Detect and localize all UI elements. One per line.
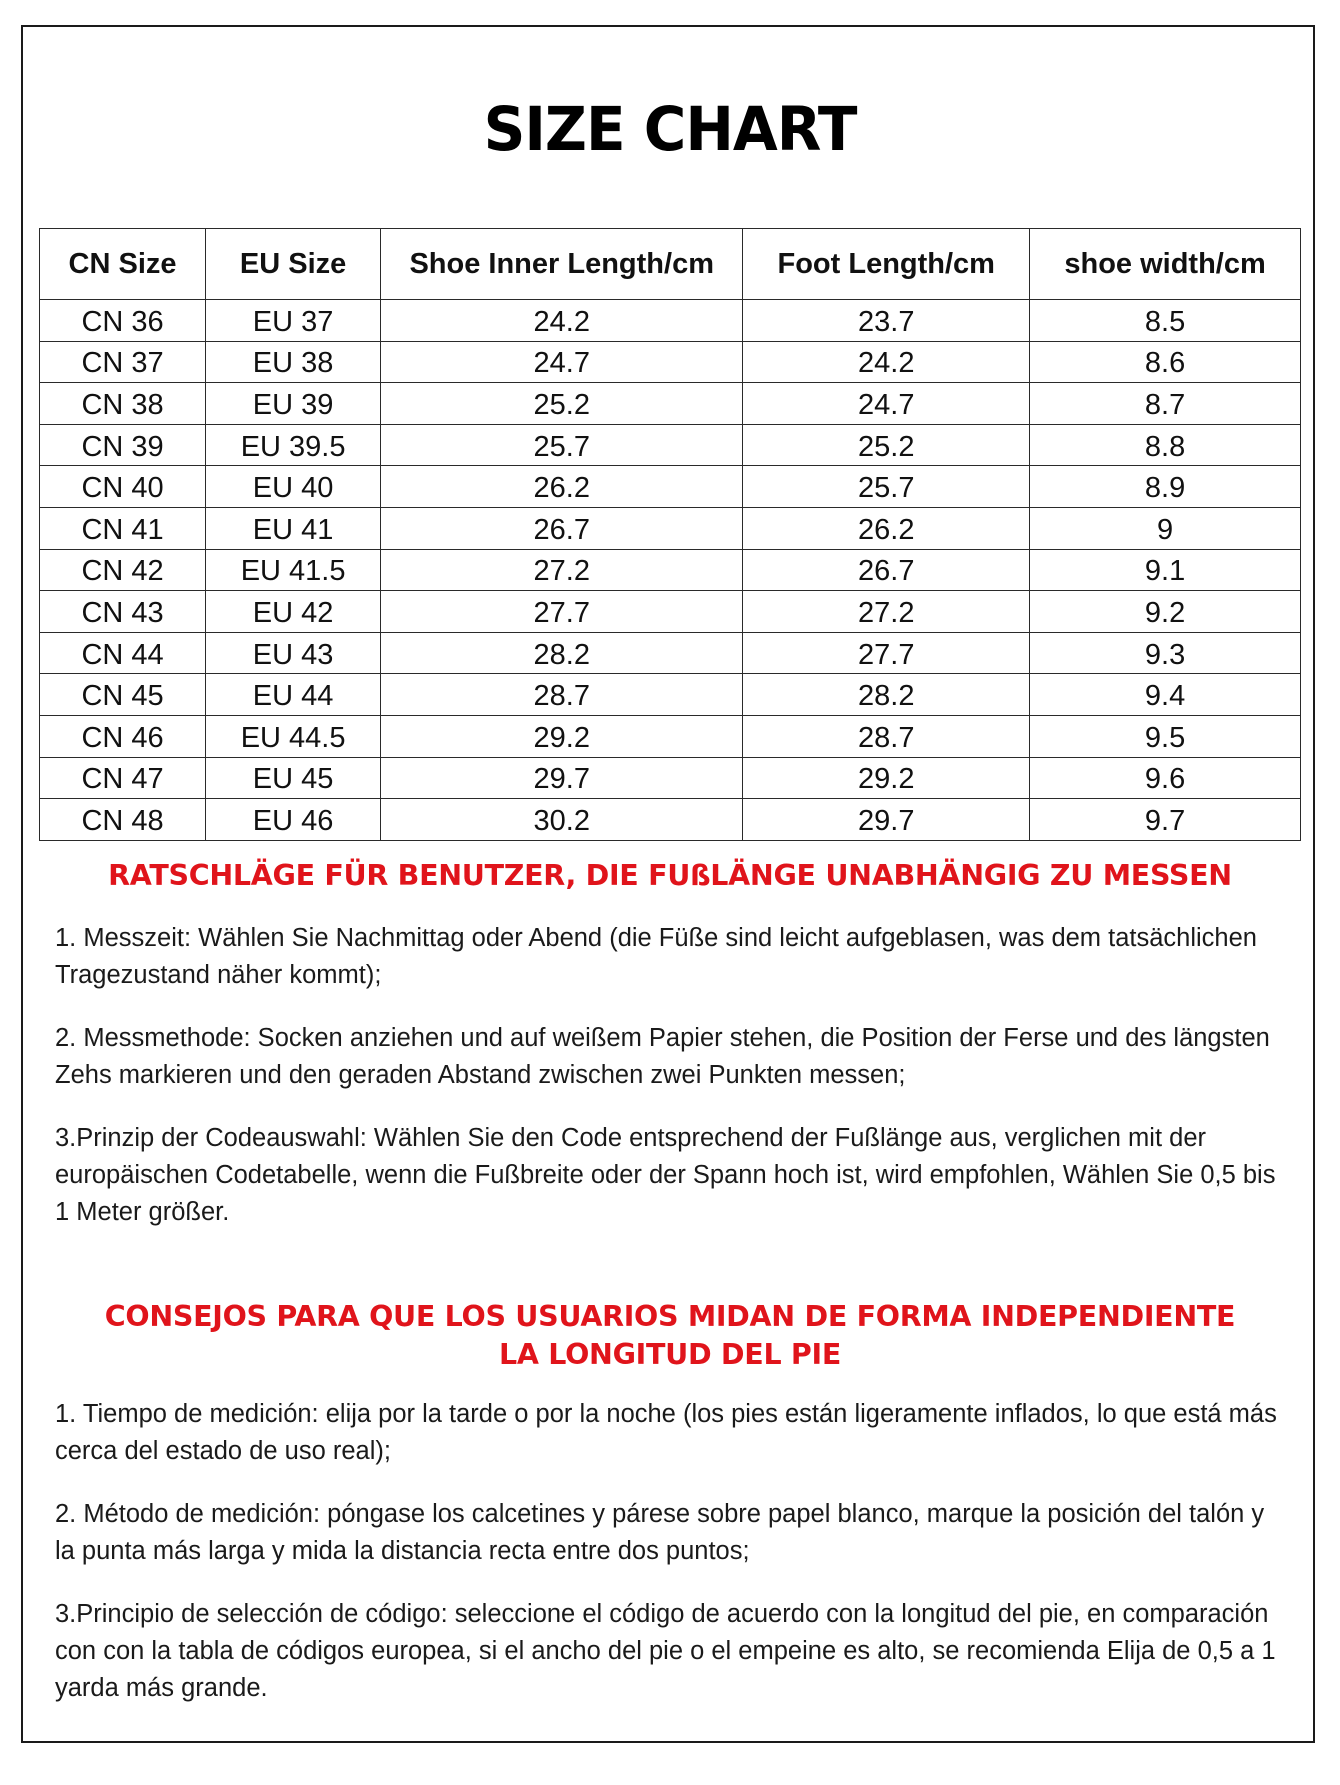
eu-size-cell: EU 46 (206, 799, 381, 841)
german-paragraph-3: 3.Prinzip der Codeauswahl: Wählen Sie den Code entsprechend der Fußlänge aus, verglichen mit der europäischen Codetabelle, wenn die Fußbreite oder der Spann hoch ist, wird empfohlen, Wählen Sie 0,5 bis 1 Meter größer. (55, 1124, 1276, 1226)
foot-length-cell: 25.2 (743, 424, 1030, 466)
eu-size-cell: EU 40 (206, 466, 381, 508)
shoe-inner-length-cell: 26.2 (381, 466, 743, 508)
spanish-section-heading (40, 1298, 1300, 1374)
cn-size-cell: CN 43 (40, 591, 206, 633)
shoe-width-cell: 9.7 (1030, 799, 1301, 841)
spanish-heading-line-1: CONSEJOS PARA QUE LOS USUARIOS MIDAN DE FORMA INDEPENDIENTE (104, 1300, 1236, 1333)
shoe-width-cell: 9.5 (1030, 715, 1301, 757)
shoe-inner-length-cell: 25.2 (381, 383, 743, 425)
table-row (40, 300, 1301, 342)
table-row (40, 466, 1301, 508)
column-header-cn-size: CN Size (40, 229, 206, 300)
foot-length-cell: 23.7 (743, 300, 1030, 342)
shoe-width-cell: 9 (1030, 507, 1301, 549)
shoe-inner-length-cell: 28.2 (381, 632, 743, 674)
eu-size-cell: EU 41 (206, 507, 381, 549)
cn-size-cell: CN 40 (40, 466, 206, 508)
cn-size-cell: CN 46 (40, 715, 206, 757)
shoe-inner-length-cell: 24.2 (381, 300, 743, 342)
column-header-shoe-inner-length: Shoe Inner Length/cm (381, 229, 743, 300)
table-row (40, 549, 1301, 591)
foot-length-cell: 28.7 (743, 715, 1030, 757)
page-title: SIZE CHART (483, 93, 857, 165)
shoe-inner-length-cell: 29.2 (381, 715, 743, 757)
cn-size-cell: CN 38 (40, 383, 206, 425)
eu-size-cell: EU 43 (206, 632, 381, 674)
table-row (40, 757, 1301, 799)
foot-length-cell: 27.7 (743, 632, 1030, 674)
shoe-width-cell: 8.5 (1030, 300, 1301, 342)
foot-length-cell: 26.2 (743, 507, 1030, 549)
eu-size-cell: EU 38 (206, 341, 381, 383)
shoe-width-cell: 9.4 (1030, 674, 1301, 716)
cn-size-cell: CN 48 (40, 799, 206, 841)
cn-size-cell: CN 44 (40, 632, 206, 674)
shoe-width-cell: 9.1 (1030, 549, 1301, 591)
foot-length-cell: 26.7 (743, 549, 1030, 591)
cn-size-cell: CN 47 (40, 757, 206, 799)
table-row (40, 715, 1301, 757)
shoe-inner-length-cell: 24.7 (381, 341, 743, 383)
eu-size-cell: EU 39.5 (206, 424, 381, 466)
foot-length-cell: 29.7 (743, 799, 1030, 841)
shoe-inner-length-cell: 30.2 (381, 799, 743, 841)
eu-size-cell: EU 39 (206, 383, 381, 425)
shoe-width-cell: 8.7 (1030, 383, 1301, 425)
cn-size-cell: CN 42 (40, 549, 206, 591)
column-header-shoe-width: shoe width/cm (1030, 229, 1301, 300)
eu-size-cell: EU 44 (206, 674, 381, 716)
cn-size-cell: CN 45 (40, 674, 206, 716)
german-section-heading: RATSCHLÄGE FÜR BENUTZER, DIE FUßLÄNGE UNABHÄNGIG ZU MESSEN (108, 859, 1232, 892)
eu-size-cell: EU 45 (206, 757, 381, 799)
shoe-inner-length-cell: 29.7 (381, 757, 743, 799)
foot-length-cell: 28.2 (743, 674, 1030, 716)
shoe-width-cell: 9.6 (1030, 757, 1301, 799)
shoe-inner-length-cell: 25.7 (381, 424, 743, 466)
eu-size-cell: EU 42 (206, 591, 381, 633)
shoe-inner-length-cell: 27.7 (381, 591, 743, 633)
cn-size-cell: CN 41 (40, 507, 206, 549)
eu-size-cell: EU 37 (206, 300, 381, 342)
foot-length-cell: 25.7 (743, 466, 1030, 508)
spanish-paragraph-2: 2. Método de medición: póngase los calcetines y párese sobre papel blanco, marque la posición del talón y la punta más larga y mida la distancia recta entre dos puntos; (55, 1500, 1265, 1565)
table-row (40, 424, 1301, 466)
table-row (40, 507, 1301, 549)
shoe-width-cell: 9.3 (1030, 632, 1301, 674)
table-row (40, 341, 1301, 383)
shoe-width-cell: 8.8 (1030, 424, 1301, 466)
cn-size-cell: CN 39 (40, 424, 206, 466)
table-header-row (40, 229, 1301, 300)
foot-length-cell: 24.2 (743, 341, 1030, 383)
foot-length-cell: 29.2 (743, 757, 1030, 799)
shoe-inner-length-cell: 26.7 (381, 507, 743, 549)
table-row (40, 632, 1301, 674)
shoe-width-cell: 8.9 (1030, 466, 1301, 508)
shoe-inner-length-cell: 28.7 (381, 674, 743, 716)
table-row (40, 674, 1301, 716)
eu-size-cell: EU 44.5 (206, 715, 381, 757)
cn-size-cell: CN 36 (40, 300, 206, 342)
shoe-width-cell: 8.6 (1030, 341, 1301, 383)
table-row (40, 799, 1301, 841)
german-paragraph-1: 1. Messzeit: Wählen Sie Nachmittag oder Abend (die Füße sind leicht aufgeblasen, was dem tatsächlichen Tragezustand näher kommt); (55, 924, 1257, 989)
german-paragraph-2: 2. Messmethode: Socken anziehen und auf weißem Papier stehen, die Position der Ferse und des längsten Zehs markieren und den geraden Abstand zwischen zwei Punkten messen; (55, 1024, 1270, 1089)
size-chart-table (39, 228, 1301, 841)
shoe-inner-length-cell: 27.2 (381, 549, 743, 591)
spanish-paragraph-3: 3.Principio de selección de código: seleccione el código de acuerdo con la longitud del pie, en comparación con con la tabla de códigos europea, si el ancho del pie o el empeine es alto, se recomienda Elija de 0,5 a 1 yarda más grande. (55, 1600, 1276, 1702)
table-row (40, 591, 1301, 633)
table-row (40, 383, 1301, 425)
shoe-width-cell: 9.2 (1030, 591, 1301, 633)
foot-length-cell: 27.2 (743, 591, 1030, 633)
column-header-foot-length: Foot Length/cm (743, 229, 1030, 300)
foot-length-cell: 24.7 (743, 383, 1030, 425)
column-header-eu-size: EU Size (206, 229, 381, 300)
spanish-paragraph-1: 1. Tiempo de medición: elija por la tarde o por la noche (los pies están ligeramente inflados, lo que está más cerca del estado de uso real); (55, 1400, 1277, 1465)
spanish-heading-line-2: LA LONGITUD DEL PIE (499, 1338, 841, 1371)
cn-size-cell: CN 37 (40, 341, 206, 383)
eu-size-cell: EU 41.5 (206, 549, 381, 591)
